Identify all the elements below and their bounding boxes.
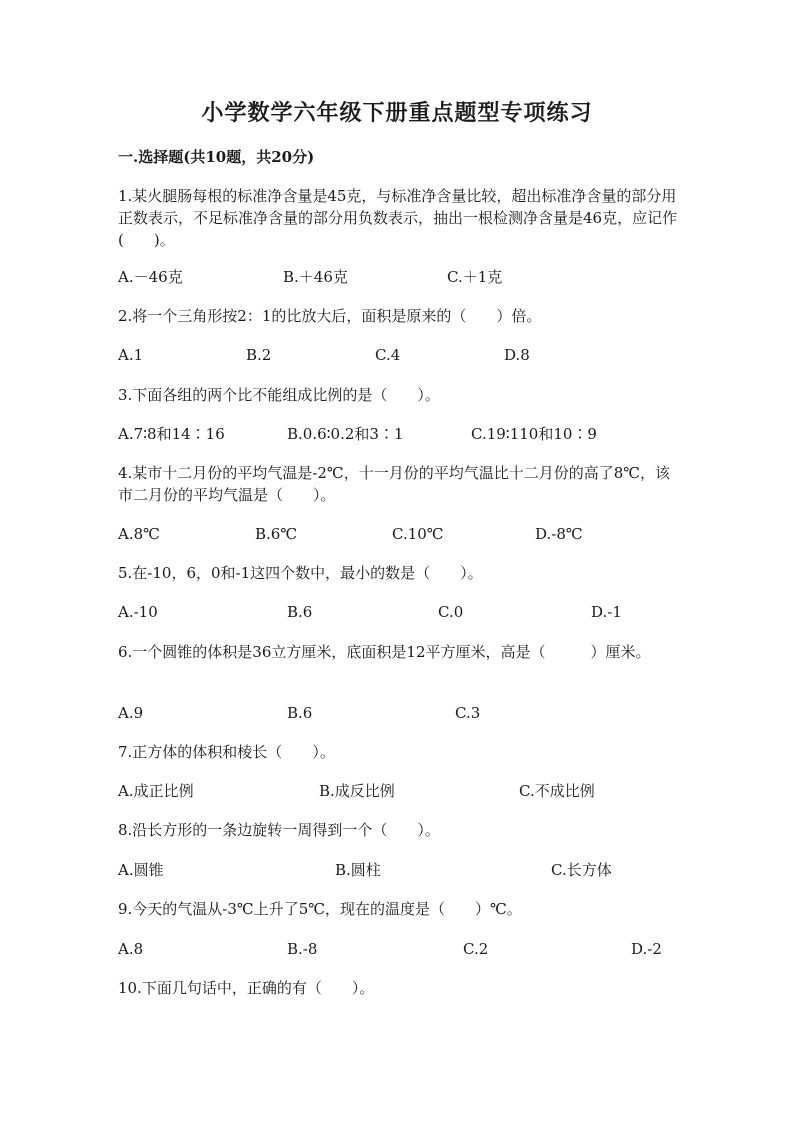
option-d: D.-8℃ <box>535 525 583 543</box>
option-b: B.＋46克 <box>283 268 348 286</box>
option-d: D.-2 <box>631 940 662 958</box>
question-10: 10.下面几句话中，正确的有（ ）。 <box>118 979 375 997</box>
question-7: 7.正方体的体积和棱长（ ）。 <box>118 743 335 761</box>
option-a: A.8℃ <box>118 525 160 543</box>
option-b: B.6℃ <box>255 525 298 543</box>
option-b: B.圆柱 <box>335 861 381 879</box>
option-a: A.成正比例 <box>118 782 194 800</box>
option-a: A.8 <box>118 940 144 958</box>
option-c: C.2 <box>463 940 489 958</box>
option-c: C.4 <box>375 346 401 364</box>
question-4-options <box>118 523 678 545</box>
question-3-options <box>118 423 678 445</box>
question-2: 2.将一个三角形按2：1的比放大后，面积是原来的（ ）倍。 <box>118 307 542 325</box>
question-3: 3.下面各组的两个比不能组成比例的是（ ）。 <box>118 386 440 404</box>
question-5-options <box>118 601 678 623</box>
option-a: A.9 <box>118 704 144 722</box>
section-heading: 一.选择题(共10题，共20分) <box>118 148 315 166</box>
option-d: D.8 <box>504 346 530 364</box>
option-c: C.10℃ <box>392 525 444 543</box>
question-8-options <box>118 859 678 881</box>
option-a: A.-10 <box>118 603 158 621</box>
question-6-options <box>118 702 678 724</box>
option-c: C.＋1克 <box>447 268 503 286</box>
option-b: B.0.6∶0.2和3∶1 <box>287 425 404 443</box>
question-8: 8.沿长方形的一条边旋转一周得到一个（ ）。 <box>118 821 440 839</box>
option-b: B.-8 <box>287 940 318 958</box>
question-2-options <box>118 344 678 366</box>
option-a: A.7∶8和14∶16 <box>118 425 225 443</box>
option-c: C.长方体 <box>551 861 612 879</box>
question-9-options <box>118 938 678 960</box>
option-b: B.6 <box>287 704 313 722</box>
option-c: C.0 <box>438 603 464 621</box>
question-7-options <box>118 780 678 802</box>
option-a: A.圆锥 <box>118 861 164 879</box>
option-b: B.2 <box>246 346 272 364</box>
question-4: 4.某市十二月份的平均气温是-2℃，十一月份的平均气温比十二月份的高了8℃，该市二月份的平均气温是（ ）。 <box>118 464 671 504</box>
option-a: A.－46克 <box>118 268 183 286</box>
option-c: C.19∶110和10∶9 <box>471 425 597 443</box>
option-b: B.成反比例 <box>319 782 395 800</box>
page-title: 小学数学六年级下册重点题型专项练习 <box>201 100 593 126</box>
question-5: 5.在-10，6，0和-1这四个数中，最小的数是（ ）。 <box>118 564 483 582</box>
option-c: C.3 <box>455 704 481 722</box>
question-6: 6.一个圆锥的体积是36立方厘米，底面积是12平方厘米，高是（ ）厘米。 <box>118 643 651 661</box>
question-1-options <box>118 266 678 288</box>
option-a: A.1 <box>118 346 144 364</box>
option-c: C.不成比例 <box>519 782 595 800</box>
option-b: B.6 <box>287 603 313 621</box>
question-9: 9.今天的气温从-3℃上升了5℃，现在的温度是（ ）℃。 <box>118 900 522 918</box>
question-1: 1.某火腿肠每根的标准净含量是45克，与标准净含量比较，超出标准净含量的部分用正数表示，不足标准净含量的部分用负数表示，抽出一根检测净含量是46克，应记作( )。 <box>118 187 678 249</box>
option-d: D.-1 <box>591 603 622 621</box>
